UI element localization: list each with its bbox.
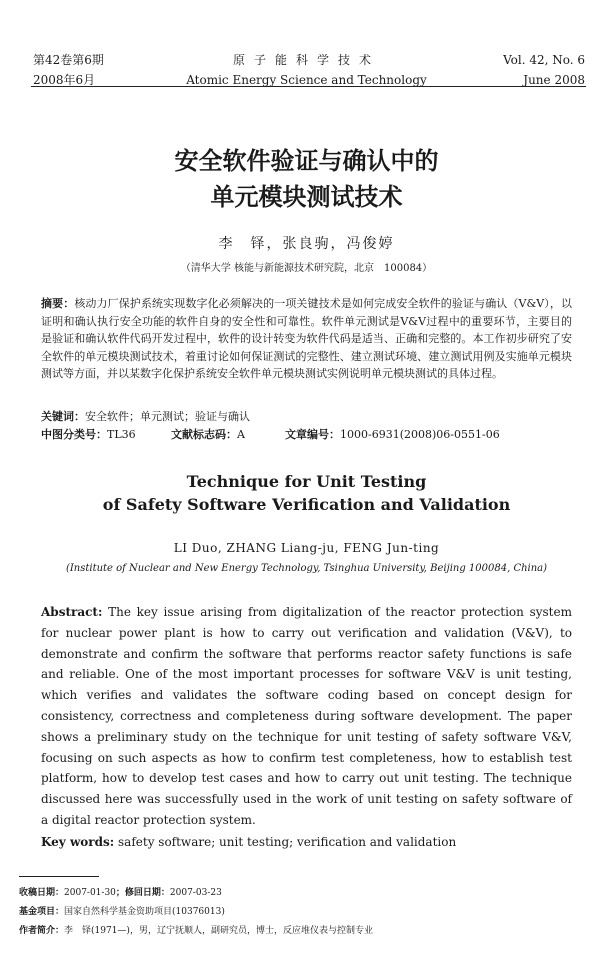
- received-label: 收稿日期：: [19, 888, 65, 898]
- received-value: 2007-01-30: [64, 888, 116, 898]
- clc-number: [41, 426, 136, 443]
- journal-name-en: Atomic Energy Science and Technology: [186, 73, 427, 87]
- header-rule: [31, 86, 586, 87]
- keywords-en-text: safety software; unit testing; verification and validation: [118, 835, 457, 849]
- authors-en: LI Duo, ZHANG Liang-ju, FENG Jun-ting: [173, 541, 440, 555]
- doc-code-value: A: [237, 428, 245, 441]
- title-cn-line2: 单元模块测试技术: [210, 183, 403, 211]
- title-en-line1: Technique for Unit Testing: [186, 472, 427, 491]
- keywords-en: [41, 833, 572, 851]
- keywords-cn: [41, 408, 572, 425]
- article-number: [285, 426, 500, 443]
- volume-issue-cn: 第42卷第6期: [33, 53, 104, 67]
- doc-code-label: 文献标志码：: [171, 428, 237, 441]
- abstract-en: [41, 602, 572, 831]
- abstract-cn-text: 核动力厂保护系统实现数字化必须解决的一项关键技术是如何完成安全软件的验证与确认（V&V），以证明和确认执行安全功能的软件自身的安全性和可靠性。软件单元测试是V&V过程中的重要环节，主要目的是验证和确认软件代码开发过程中，软件的设计转变为软件代码是适当、正确和完整的。本工作初步研究了安全软件的单元模块测试技术，着重讨论如何保证测试的完整性、建立测试环境、建立测试用例及实施单元模块测试等方面，并以某数字化保护系统安全软件单元模块测试实例说明单元模块测试的具体过程。: [41, 297, 573, 380]
- issue-info-en: [503, 50, 585, 90]
- fund-label: 基金项目：: [19, 907, 65, 917]
- abstract-cn-label: 摘要：: [41, 297, 75, 310]
- document-code: [171, 426, 245, 443]
- keywords-cn-label: 关键词：: [41, 410, 85, 423]
- volume-issue-en: Vol. 42, No. 6: [503, 53, 585, 67]
- journal-header: [0, 0, 613, 86]
- abstract-en-text: The key issue arising from digitalization of the reactor protection system for nuclear power plant is how to carry out verification and validation (V&V), to demonstrate and confirm the software that performs reactor safety functions is safe and reliable. One of the most important processes for software V&V is unit testing, which verifies and validates the software coding based on concept design for consistency, correctness and completeness during software development. The paper shows a preliminary study on the technique for unit testing of safety software V&V, focusing on such aspects as how to confirm test completeness, how to establish test platform, how to develop test cases and how to carry out unit testing. The technique discussed here was successfully used in the work of unit testing on safety software of a digital reactor protection system.: [41, 605, 572, 827]
- date-en: June 2008: [523, 73, 585, 87]
- date-cn-visible: 2008年6月: [33, 73, 96, 87]
- fund-value: 国家自然科学基金资助项目(10376013): [64, 907, 225, 917]
- affiliation-en: (Institute of Nuclear and New Energy Technology, Tsinghua University, Beijing 100084, China): [65, 563, 548, 574]
- revised-label: ；修回日期：: [115, 888, 170, 898]
- clc-value: TL36: [107, 428, 136, 441]
- keywords-en-label: Key words:: [41, 835, 115, 849]
- revised-value: 2007-03-23: [169, 888, 222, 898]
- journal-name-cn: 原子能科学技术: [232, 53, 380, 67]
- clc-label: 中图分类号：: [41, 428, 107, 441]
- footnote-fund: [19, 905, 599, 919]
- paper-title-en: [0, 470, 613, 516]
- bio-label: 作者简介：: [19, 926, 65, 936]
- footnote-rule: [19, 876, 99, 877]
- footnote-dates: [19, 886, 599, 900]
- footnote-author-bio: [19, 924, 599, 938]
- paper-title-cn: [0, 143, 613, 215]
- abstract-cn: [41, 295, 572, 383]
- keywords-cn-text: 安全软件；单元测试；验证与确认: [85, 410, 250, 423]
- title-cn-line1: 安全软件验证与确认中的: [174, 147, 439, 175]
- bio-value: 李 铎(1971—)，男，辽宁抚顺人，副研究员，博士，反应堆仪表与控制专业: [64, 926, 373, 936]
- article-number-value: 1000-6931(2008)06-0551-06: [340, 428, 500, 441]
- authors-cn: 李 铎，张良驹，冯俊婷: [218, 236, 395, 252]
- title-en-line2: of Safety Software Verification and Validation: [102, 495, 511, 514]
- abstract-en-label: Abstract:: [41, 605, 103, 619]
- affiliation-cn: （清华大学 核能与新能源技术研究院，北京 100084）: [180, 263, 433, 274]
- article-number-label: 文章编号：: [285, 428, 340, 441]
